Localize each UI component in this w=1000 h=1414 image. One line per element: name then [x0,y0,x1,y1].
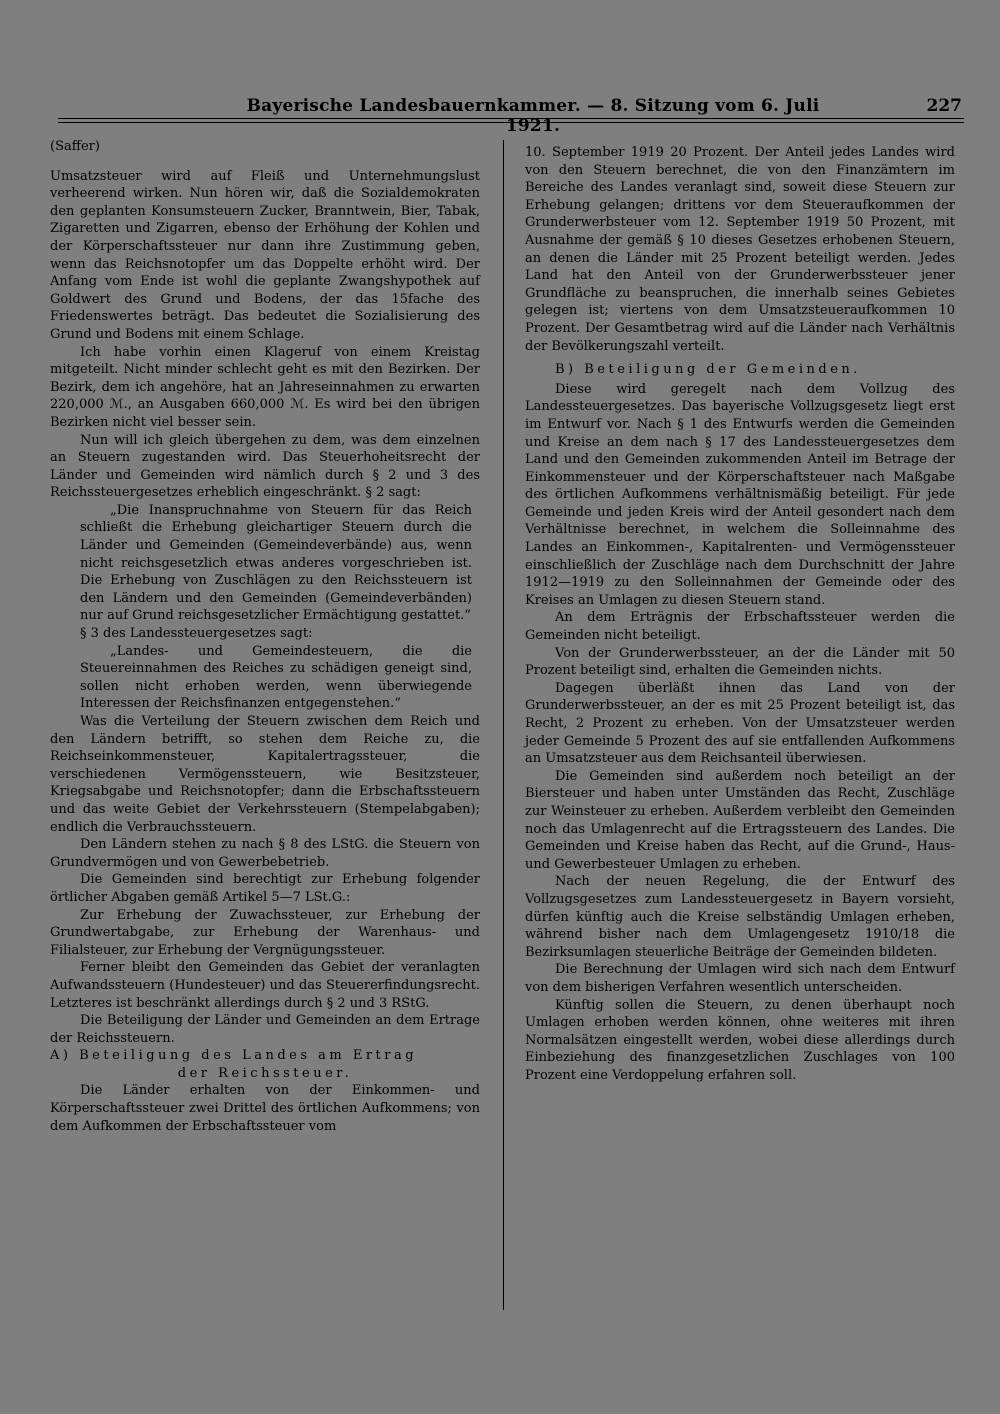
paragraph: 10. September 1919 20 Prozent. Der Anteil jedes Landes wird von den Steuern berechnet, die von den Finanzämtern im Bereiche des Landes veranlagt sind, soweit diese Steuern zur Erhebung gelangen; drittens vor dem Steueraufkommen der Grunderwerbsteuer vom 12. September 1919 50 Prozent, mit Ausnahme der gemäß § 10 dieses Gesetzes erhobenen Steuern, an denen die Länder mit 25 Prozent beteiligt werden. Jedes Land hat den Anteil von der Grunderwerbssteuer jener Grundfläche zu beanspruchen, die innerhalb seines Gebietes gelegen ist; viertens von dem Umsatzsteueraufkommen 10 Prozent. Der Gesamtbetrag wird auf die Länder nach Verhältnis der Bevölkerungszahl verteilt. [525,145,955,354]
paragraph: Dagegen überläßt ihnen das Land von der Grunderwerbssteuer, an der es mit 25 Prozent beteiligt ist, das Recht, 2 Prozent zu erheben. Von der Umsatzsteuer werden jeder Gemeinde 5 Prozent des auf sie entfallenden Aufkommens an Umsatzsteuer aus dem Reichsanteil überwiesen. [525,680,955,767]
paragraph: Die Berechnung der Umlagen wird sich nach dem Entwurf von dem bisherigen Verfahren wesentlich unterscheiden. [525,962,955,995]
running-title: Bayerische Landesbauernkammer. — 8. Sitzung vom 6. Juli 1921. [246,96,820,136]
paragraph: Nach der neuen Regelung, die der Entwurf des Vollzugsgesetzes zum Landessteuergesetz in Bayern vorsieht, dürfen künftig auch die Kreise selbständig Umlagen erheben, während bisher nach dem Umlagengesetz 1910/18 die Bezirksumlagen steuerliche Beiträge der Gemeinden bildeten. [525,874,955,960]
paragraph: Ich habe vorhin einen Klageruf von einem Kreistag mitgeteilt. Nicht minder schlecht geht es mit den Bezirken. Der Bezirk, dem ich angehöre, hat an Jahreseinnahmen zu erwarten 220,000 ℳ., an Ausgaben 660,000 ℳ. Es wird bei den übrigen Bezirken nicht viel besser sein. [50,344,480,430]
paragraph: Umsatzsteuer wird auf Fleiß und Unternehmungslust verheerend wirken. Nun hören wir, daß die Sozialdemokraten den geplanten Konsumsteuern Zucker, Branntwein, Bier, Tabak, Zigaretten und Zigarren, ebenso der Erhöhung der Kohlen und der Körperschaftssteuer nur dann ihre Zustimmung geben, wenn das Reichsnotopfer um das Doppelte erhöht wird. Der Anfang vom Ende ist wohl die geplante Zwangshypothek auf Goldwert des Grund und Bodens, der das 15fache des Friedenswertes beträgt. Das bedeutet die Sozialisierung des Grund und Bodens mit einem Schlage. [50,168,480,342]
paragraph: Diese wird geregelt nach dem Vollzug des Landessteuergesetzes. Das bayerische Vollzugsgesetz liegt erst im Entwurf vor. Nach § 1 des Entwurfs werden die Gemeinden und Kreise an dem nach § 17 des Landessteuergesetzes dem Land und den Gemeinden zukommenden Anteil im Betrage der Einkommensteuer und der Körperschaftsteuer nach Maßgabe des örtlichen Aufkommens verhältnismäßig beteiligt. Für jede Gemeinde und jeden Kreis wird der Anteil gesondert nach dem Verhältnisse berechnet, in welchem die Solleinnahme des Landes an Einkommen-, Kapitalrenten- und Vermögenssteuer einschließlich der Zuschläge nach dem Durchschnitt der Jahre 1912—1919 zu den Solleinnahmen der Gemeinde oder des Kreises an Umlagen zu diesen Steuern stand. [525,381,955,608]
paragraph: Nun will ich gleich übergehen zu dem, was dem einzelnen an Steuern zugestanden wird. Das Steuerhoheitsrecht der Länder und Gemeinden wird nämlich durch § 2 und 3 des Reichssteuergesetzes erheblich eingeschränkt. § 2 sagt: [50,432,480,501]
paragraph: § 3 des Landessteuergesetzes sagt: [80,626,313,642]
column-divider [503,140,504,1310]
paragraph: Zur Erhebung der Zuwachssteuer, zur Erhebung der Grundwertabgabe, zur Erhebung der Warenhaus- und Filialsteuer, zur Erhebung der Vergnügungssteuer. [50,907,480,958]
header-rule [58,118,964,119]
paragraph: Künftig sollen die Steuern, zu denen überhaupt noch Umlagen erhoben werden können, ohne weiteres mit ihren Normalsätzen eingestellt werden, wobei diese allerdings durch Einbeziehung des finanzgesetzlichen Zuschlages von 100 Prozent eine Verdoppelung erfahren soll. [525,997,955,1083]
header-rule-thin [58,122,964,123]
quotation: „Die Inanspruchnahme von Steuern für das Reich schließt die Erhebung gleichartiger Steuern durch die Länder und Gemeinden (Gemeindeverbände) aus, wenn nicht reichsgesetzlich etwas anderes vorgeschrieben ist. Die Erhebung von Zuschlägen zu den Reichssteuern ist den Ländern und den Gemeinden (Gemeindeverbänden) nur auf Grund reichsgesetzlicher Ermächtigung gestattet.“ [80,502,472,624]
paragraph: Die Beteiligung der Länder und Gemeinden an dem Ertrage der Reichssteuern. [50,1013,480,1046]
paragraph: Den Ländern stehen zu nach § 8 des LStG. die Steuern von Grundvermögen und von Gewerbebetrieb. [50,837,480,870]
paragraph: Von der Grunderwerbssteuer, an der die Länder mit 50 Prozent beteiligt sind, erhalten die Gemeinden nichts. [525,645,955,679]
paragraph: An dem Erträgnis der Erbschaftssteuer werden die Gemeinden nicht beteiligt. [525,610,955,644]
right-column [525,144,955,1084]
paragraph: Ferner bleibt den Gemeinden das Gebiet der veranlagten Aufwandssteuern (Hundesteuer) und das Steuererfindungsrecht. Letzteres ist beschränkt allerdings durch § 2 und 3 RStG. [50,960,480,1011]
speaker-name: (Saffer) [50,139,100,154]
section-heading-b: B) Beteiligung der Gemeinden. [555,362,861,378]
paragraph: Die Gemeinden sind außerdem noch beteiligt an der Biersteuer und haben unter Umständen das Recht, Zuschläge zur Weinsteuer zu erheben. Außerdem verbleibt den Gemeinden noch das Umlagenrecht auf die Ertragssteuern des Landes. Die Gemeinden und Kreise haben das Recht, auf die Grund-, Haus- und Gewerbesteuer Umlagen zu erheben. [525,768,955,872]
section-heading-a-cont: der Reichssteuer. [177,1065,353,1081]
paragraph: Die Gemeinden sind berechtigt zur Erhebung folgender örtlicher Abgaben gemäß Artikel 5—7 LSt.G.: [50,872,480,905]
page-number: 227 [926,96,962,116]
left-column [50,138,480,1135]
section-heading-a: A) Beteiligung des Landes am Ertrag [50,1048,418,1064]
paragraph: Was die Verteilung der Steuern zwischen dem Reich und den Ländern betrifft, so stehen dem Reiche zu, die Reichseinkommensteuer, Kapitalertragssteuer, die verschiedenen Vermögenssteuern, wie Besitzsteuer, Kriegsabgabe und Reichsnotopfer; dann die Erbschaftssteuern und das weite Gebiet der Verkehrssteuern (Stempelabgaben); endlich die Verbrauchssteuern. [50,714,480,835]
paragraph: Die Länder erhalten von der Einkommen- und Körperschaftssteuer zwei Drittel des örtlichen Aufkommens; von dem Aufkommen der Erbschaftssteuer vom [50,1083,480,1134]
quotation: „Landes- und Gemeindesteuern, die die Steuereinnahmen des Reiches zu schädigen geneigt sind, sollen nicht erhoben werden, wenn überwiegende Interessen der Reichsfinanzen entgegenstehen.“ [80,643,472,712]
